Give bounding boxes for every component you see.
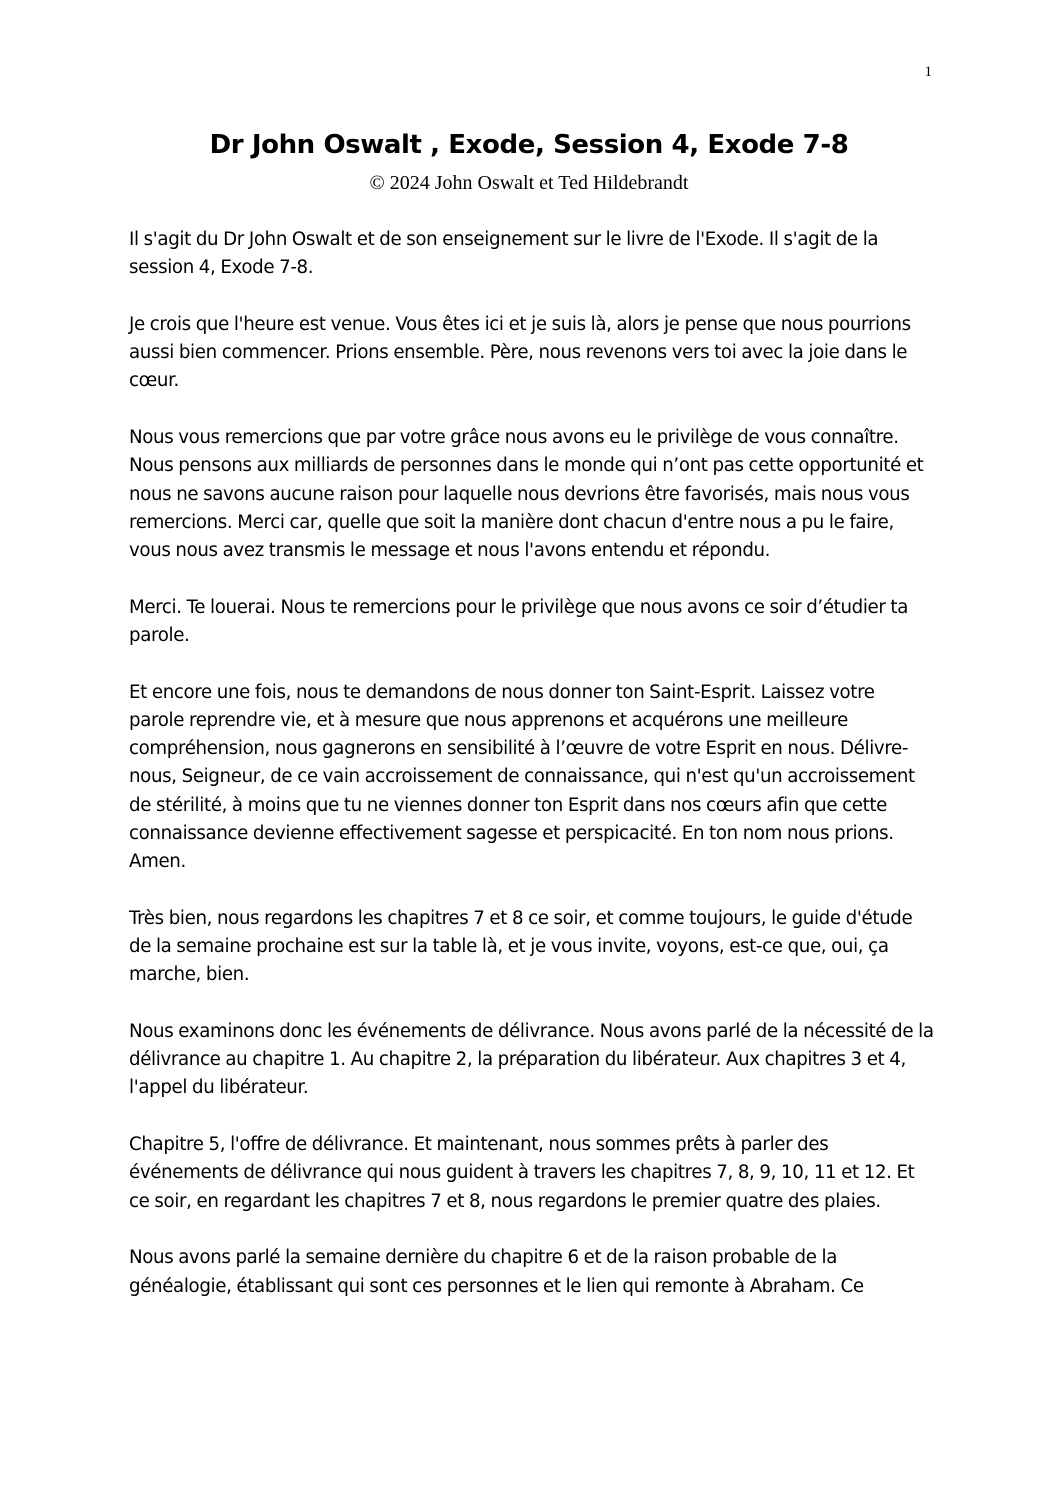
document-body: [129, 226, 934, 1329]
paragraph: Merci. Te louerai. Nous te remercions pour le privilège que nous avons ce soir d’étudier ta parole.: [129, 596, 908, 647]
paragraph: Nous avons parlé la semaine dernière du chapitre 6 et de la raison probable de la généalogie, établissant qui sont ces personnes et le lien qui remonte à Abraham. Ce: [129, 1247, 864, 1297]
paragraph: Nous vous remercions que par votre grâce nous avons eu le privilège de vous connaître. Nous pensons aux milliards de personnes dans le monde qui n’ont pas cette opportunité et nous ne savons aucune raison pour laquelle nous devrions être favorisés, mais nous vous remercions. Merci car, quelle que soit la manière dont chacun d'entre nous a pu le faire, vous nous avez transmis le message et nous l'avons entendu et répondu.: [129, 427, 924, 562]
copyright-line: © 2024 John Oswalt et Ted Hildebrandt: [369, 172, 689, 194]
paragraph: Très bien, nous regardons les chapitres 7 et 8 ce soir, et comme toujours, le guide d'étude de la semaine prochaine est sur la table là, et je vous invite, voyons, est-ce que, oui, ça marche, bien.: [129, 907, 913, 986]
page-number: 1: [924, 64, 932, 80]
paragraph: Il s'agit du Dr John Oswalt et de son enseignement sur le livre de l'Exode. Il s'agit de la session 4, Exode 7-8.: [129, 229, 879, 279]
paragraph: Et encore une fois, nous te demandons de nous donner ton Saint-Esprit. Laissez votre parole reprendre vie, et à mesure que nous apprenons et acquérons une meilleure compréhension, nous gagnerons en sensibilité à l’œuvre de votre Esprit en nous. Délivre-nous, Seigneur, de ce vain accroissement de connaissance, qui n'est qu'un accroissement de stérilité, à moins que tu ne viennes donner ton Esprit dans nos cœurs afin que cette connaissance devienne effectivement sagesse et perspicacité. En ton nom nous prions. Amen.: [129, 681, 915, 873]
paragraph: Chapitre 5, l'offre de délivrance. Et maintenant, nous sommes prêts à parler des événements de délivrance qui nous guident à travers les chapitres 7, 8, 9, 10, 11 et 12. Et ce soir, en regardant les chapitres 7 et 8, nous regardons le premier quatre des plaies.: [129, 1134, 915, 1212]
paragraph: Nous examinons donc les événements de délivrance. Nous avons parlé de la nécessité de la délivrance au chapitre 1. Au chapitre 2, la préparation du libérateur. Aux chapitres 3 et 4, l'appel du libérateur.: [129, 1021, 934, 1099]
paragraph: Je crois que l'heure est venue. Vous êtes ici et je suis là, alors je pense que nous pourrions aussi bien commencer. Prions ensemble. Père, nous revenons vers toi avec la joie dans le cœur.: [129, 314, 911, 392]
document-title: Dr John Oswalt , Exode, Session 4, Exode 7-8: [209, 130, 849, 160]
